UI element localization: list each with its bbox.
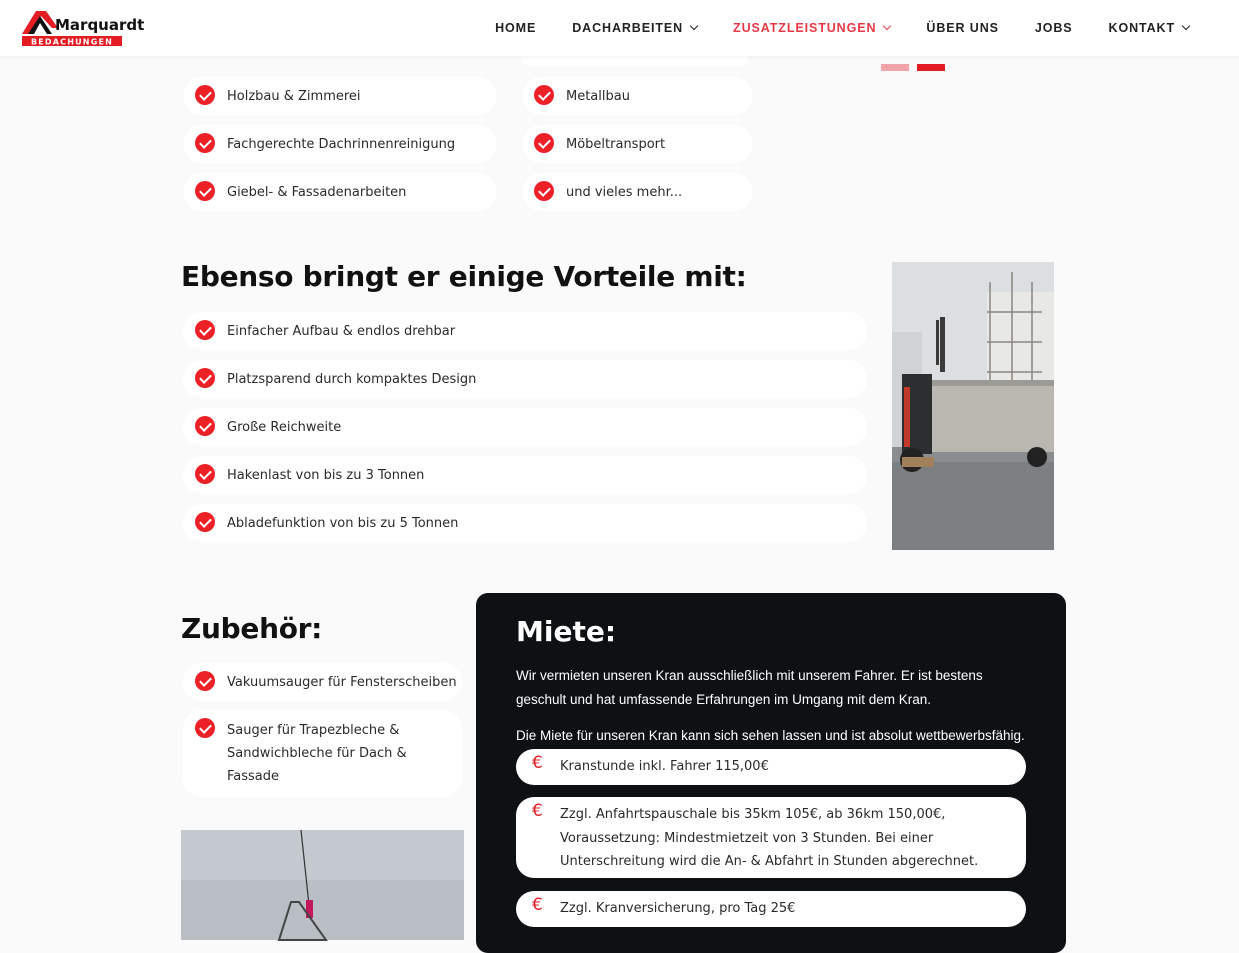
list-item-label: Einfacher Aufbau & endlos drehbar	[227, 323, 456, 339]
list-item	[183, 77, 497, 115]
check-circle-icon	[195, 320, 215, 340]
nav-ueber-uns-label: ÜBER UNS	[926, 21, 999, 35]
nav-zusatzleistungen-label: ZUSATZLEISTUNGEN	[733, 21, 877, 35]
list-item-label: Giebel- & Fassadenarbeiten	[227, 184, 407, 200]
list-item	[183, 312, 867, 350]
list-item	[183, 173, 497, 211]
list-item	[183, 710, 462, 797]
check-circle-icon	[534, 85, 554, 105]
nav-kontakt[interactable]	[1109, 21, 1189, 35]
list-item	[183, 408, 867, 446]
section-title-zubehoer: Zubehör:	[181, 612, 323, 645]
nav-home-label: HOME	[495, 21, 537, 35]
list-item-label: Abladefunktion von bis zu 5 Tonnen	[227, 515, 459, 531]
euro-icon: €	[532, 801, 543, 821]
list-item	[522, 173, 753, 211]
price-item-label: Zzgl. Kranversicherung, pro Tag 25€	[560, 901, 796, 916]
nav-jobs-label: JOBS	[1034, 21, 1073, 35]
chevron-down-icon	[1182, 22, 1190, 30]
list-item-label: Möbeltransport	[566, 136, 666, 152]
nav-ueber-uns[interactable]	[926, 21, 998, 35]
list-item-label: Sauger für Trapezbleche & Sandwichbleche für Dach & Fassade	[227, 723, 407, 784]
check-circle-icon	[195, 368, 215, 388]
list-item-label: Hakenlast von bis zu 3 Tonnen	[227, 467, 425, 483]
list-item-label: Platzsparend durch kompaktes Design	[227, 371, 477, 387]
list-item-label: Metallbau	[566, 88, 630, 104]
price-item	[516, 749, 1026, 785]
crane-hook-photo	[181, 830, 464, 940]
list-item-label: Vakuumsauger für Fensterscheiben	[227, 674, 457, 690]
check-circle-icon	[195, 718, 215, 738]
euro-icon: €	[532, 895, 543, 915]
list-item	[183, 125, 497, 163]
list-item	[183, 504, 867, 542]
check-circle-icon	[195, 85, 215, 105]
check-circle-icon	[534, 133, 554, 153]
price-item	[516, 797, 1026, 878]
section-title-miete: Miete:	[516, 615, 617, 648]
list-item	[183, 456, 867, 494]
check-circle-icon	[534, 181, 554, 201]
check-circle-icon	[195, 181, 215, 201]
logo[interactable]	[22, 8, 145, 48]
check-circle-icon	[195, 464, 215, 484]
list-item-label: Große Reichweite	[227, 419, 342, 435]
chevron-down-icon	[690, 22, 698, 30]
list-item	[183, 663, 462, 701]
crane-truck-photo	[892, 262, 1054, 550]
nav-zusatzleistungen[interactable]	[733, 21, 890, 35]
main-nav	[459, 0, 1189, 56]
nav-jobs[interactable]	[1035, 21, 1073, 35]
rental-note: Die Miete für unseren Kran kann sich sehen lassen und ist absolut wettbewerbsfähig.	[516, 728, 1025, 743]
list-item	[522, 125, 753, 163]
list-item-label: Holzbau & Zimmerei	[227, 88, 361, 104]
price-item-label: Kranstunde inkl. Fahrer 115,00€	[560, 759, 769, 774]
rental-panel	[476, 593, 1066, 953]
slider-dot[interactable]	[881, 64, 909, 71]
logo-text: Marquardt	[55, 16, 145, 34]
check-circle-icon	[195, 133, 215, 153]
rental-description: Wir vermieten unseren Kran ausschließlich mit unserem Fahrer. Er ist bestens geschult und hat umfassende Erfahrungen im Umgang mit dem Kran.	[516, 668, 983, 707]
nav-dacharbeiten[interactable]	[572, 21, 697, 35]
list-item	[522, 77, 753, 115]
site-header	[0, 0, 1239, 56]
slider-dot-active[interactable]	[917, 64, 945, 71]
price-item-label: Zzgl. Anfahrtspauschale bis 35km 105€, ab 36km 150,00€, Voraussetzung: Mindestmietzeit von 3 Stunden. Bei einer Unterschreitung wird die An- & Abfahrt in Stunden abgerechnet.	[560, 807, 979, 869]
check-circle-icon	[195, 512, 215, 532]
price-item	[516, 891, 1026, 927]
nav-home[interactable]	[495, 21, 536, 35]
check-circle-icon	[195, 416, 215, 436]
nav-dacharbeiten-label: DACHARBEITEN	[572, 21, 684, 35]
list-item-label: Fachgerechte Dachrinnenreinigung	[227, 136, 456, 152]
logo-subtext: BEDACHUNGEN	[30, 37, 114, 47]
list-item	[183, 360, 867, 398]
section-title-vorteile: Ebenso bringt er einige Vorteile mit:	[181, 260, 747, 293]
check-circle-icon	[195, 671, 215, 691]
euro-icon: €	[532, 753, 543, 773]
nav-kontakt-label: KONTAKT	[1108, 21, 1175, 35]
chevron-down-icon	[883, 22, 891, 30]
list-item-label: und vieles mehr...	[566, 184, 683, 200]
